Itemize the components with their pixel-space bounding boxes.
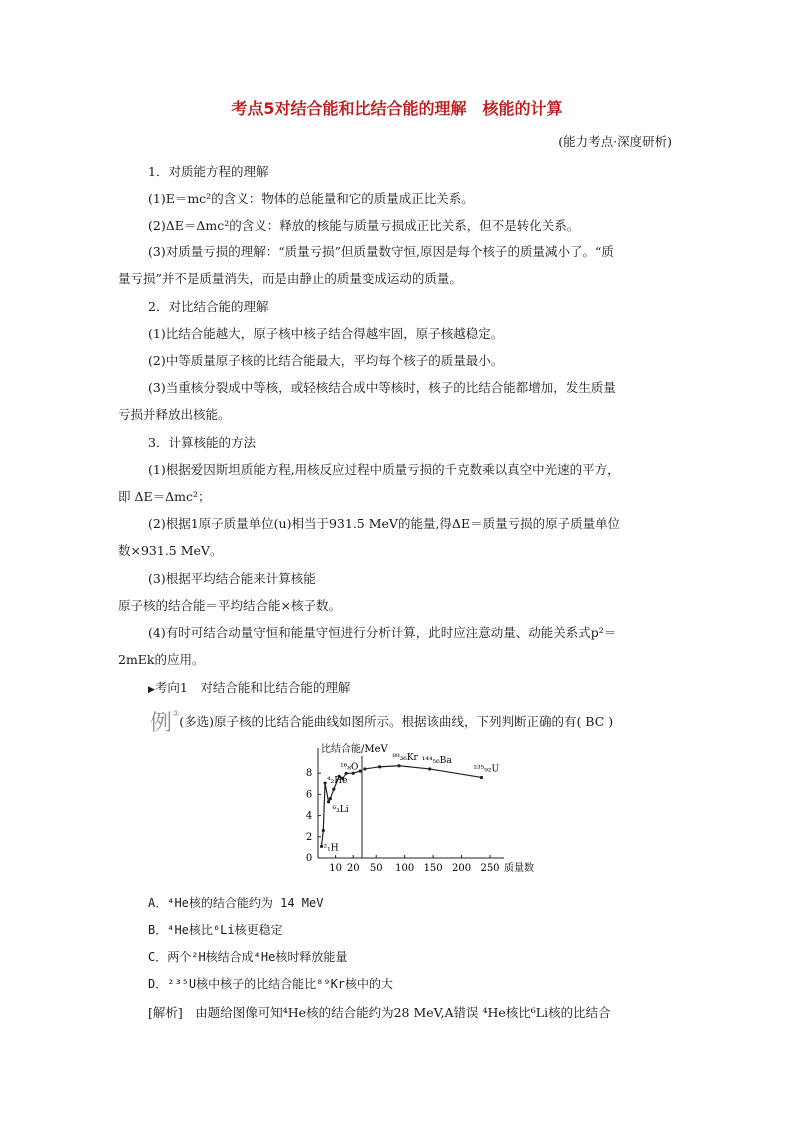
point-1-3: (3)对质量亏损的理解：“质量亏损”但质量数守恒,原因是每个核子的质量减小了。“质 [148, 244, 614, 259]
analysis-text: [解析] 由题给图像可知⁴He核的结合能约为28 MeV,A错误 ⁴He核比⁶Li核的比结合 [148, 1005, 611, 1020]
y-axis-label: 比结合能/MeV [321, 744, 388, 755]
y-tick-label: 6 [305, 789, 313, 801]
point-label: ¹⁶₈O [340, 762, 359, 773]
point-2-3-cont: 亏损并释放出核能。 [118, 407, 231, 422]
data-point [363, 767, 366, 770]
point-3-3-formula: 原子核的结合能＝平均结合能×核子数。 [118, 598, 341, 613]
x-tick-label: 200 [452, 863, 472, 874]
data-point [378, 765, 381, 768]
point-2-2: (2)中等质量原子核的比结合能最大，平均每个核子的质量最小。 [148, 353, 504, 368]
example-stem [150, 706, 613, 737]
point-label: ²³⁵₉₂U [473, 764, 500, 775]
point-1-2: (2)ΔE＝Δmc²的含义：释放的核能与质量亏损成正比关系，但不是转化关系。 [148, 218, 580, 233]
y-tick-label: 0 [305, 853, 313, 864]
point-3-2: (2)根据1原子质量单位(u)相当于931.5 MeV的能量,得ΔE＝质量亏损的原子质量单位 [148, 516, 621, 531]
example-question: (多选)原子核的比结合能曲线如图所示。根据该曲线，下列判断正确的有( BC ) [179, 714, 614, 729]
data-point [428, 767, 431, 770]
option-d: D．²³⁵U核中核子的比结合能比⁸⁹Kr核中的大 [148, 977, 394, 991]
option-c: C．两个²H核结合成⁴He核时释放能量 [148, 950, 348, 964]
heading-3: 3．计算核能的方法 [148, 435, 256, 450]
example-label: 例 [150, 711, 173, 736]
data-point [332, 788, 335, 791]
point-2-1: (1)比结合能越大，原子核中核子结合得越牢固，原子核越稳定。 [148, 326, 504, 341]
point-3-4: (4)有时可结合动量守恒和能量守恒进行分析计算，此时应注意动量、动能关系式p²＝ [148, 625, 617, 640]
data-point [327, 800, 330, 803]
data-point [397, 764, 400, 767]
point-3-1-cont: 即 ΔE＝Δmc²； [118, 489, 211, 504]
data-point [322, 829, 325, 832]
binding-energy-chart [290, 740, 534, 880]
y-tick-label: 8 [305, 768, 313, 780]
direction-text: 考向1 对结合能和比结合能的理解 [154, 680, 351, 695]
point-3-3: (3)根据平均结合能来计算核能 [148, 571, 316, 586]
point-1-1: (1)E＝mc²的含义：物体的总能量和它的质量成正比关系。 [148, 191, 474, 206]
data-point [329, 797, 332, 800]
data-point [359, 769, 362, 772]
x-tick-label: 10 [329, 863, 342, 874]
point-1-3-cont: 量亏损”并不是质量消失，而是由静止的质量变成运动的质量。 [118, 271, 462, 286]
x-axis-label: 质量数 [504, 863, 534, 874]
option-b: B．⁴He核比⁶Li核更稳定 [148, 923, 283, 937]
section-title: 考点5对结合能和比结合能的理解 核能的计算 [231, 99, 563, 118]
point-label: ¹⁴⁴₅₆Ba [421, 755, 452, 766]
point-3-2-cont: 数×931.5 MeV。 [118, 543, 223, 558]
point-2-3: (3)当重核分裂成中等核，或轻核结合成中等核时，核子的比结合能都增加，发生质量 [148, 380, 616, 395]
point-label: ⁸⁹₃₆Kr [392, 752, 418, 763]
chart-labels [324, 753, 500, 854]
heading-2: 2．对比结合能的理解 [148, 299, 269, 314]
point-label: ⁶₃Li [332, 804, 349, 815]
data-point [480, 776, 483, 779]
y-tick-label: 4 [305, 810, 313, 822]
point-label: ²₁H [323, 843, 339, 854]
x-tick-label: 150 [423, 863, 443, 874]
point-label: ⁴₂He [327, 776, 348, 787]
x-tick-label: 100 [395, 863, 415, 874]
section-subtitle: (能力考点·深度研析) [558, 134, 672, 149]
example-number: ③ [172, 709, 180, 718]
option-a: A．⁴He核的结合能约为 14 MeV [148, 896, 324, 910]
x-tick-label: 50 [369, 863, 383, 874]
y-tick-label: 2 [305, 831, 313, 843]
x-tick-label: 250 [480, 863, 500, 874]
point-3-4-cont: 2mEk的应用。 [118, 652, 205, 667]
series-line [365, 766, 482, 778]
triangle-icon: ▶ [148, 685, 155, 695]
direction-heading [148, 678, 708, 700]
x-tick-label: 20 [346, 863, 360, 874]
heading-1: 1．对质能方程的理解 [148, 164, 269, 179]
point-3-1: (1)根据爱因斯坦质能方程,用核反应过程中质量亏损的千克数乘以真空中光速的平方， [148, 462, 620, 477]
